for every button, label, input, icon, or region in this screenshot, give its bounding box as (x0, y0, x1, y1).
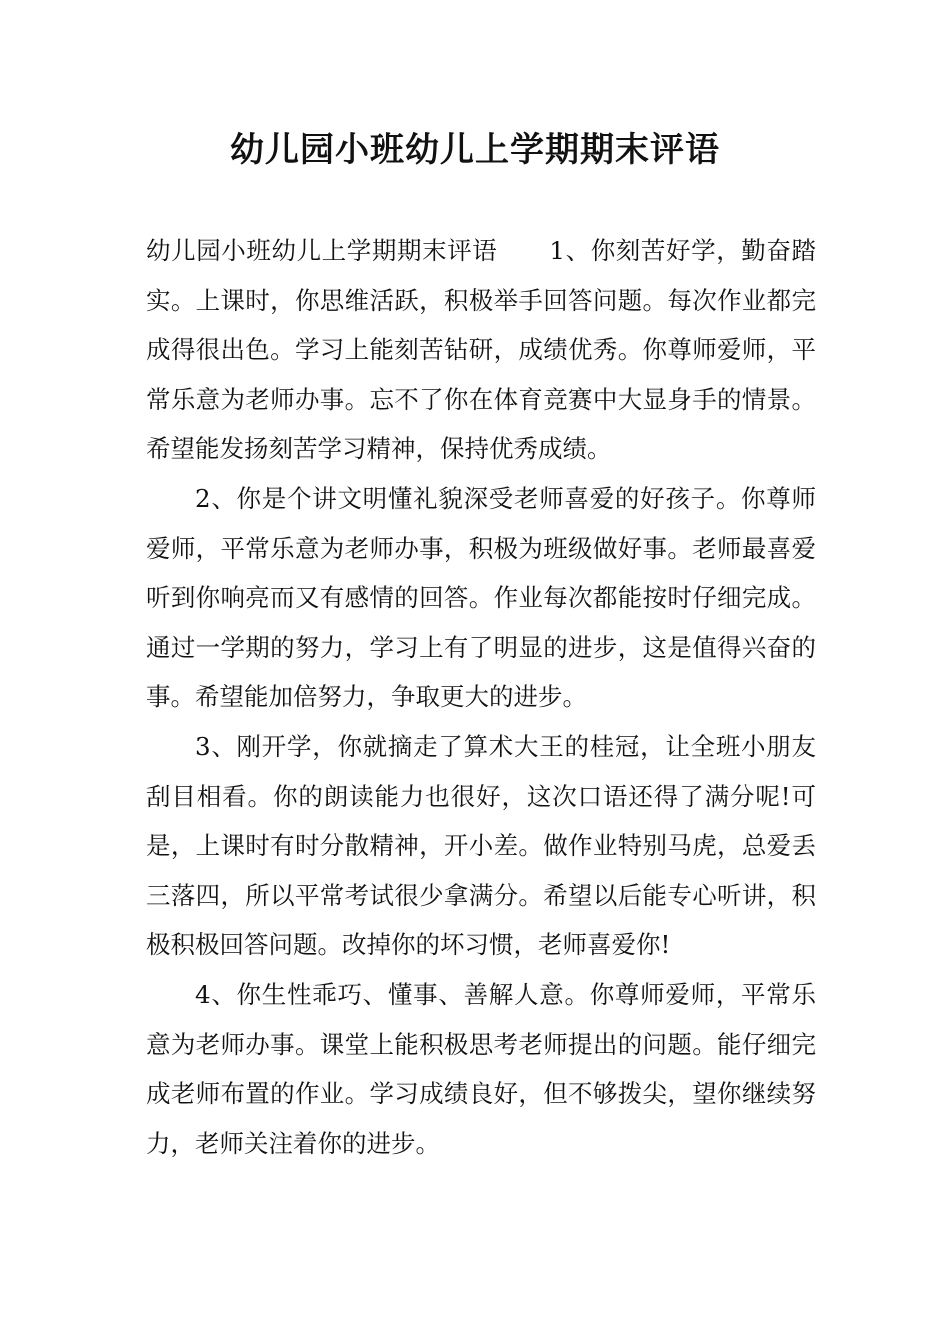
paragraph-4: 4、你生性乖巧、懂事、善解人意。你尊师爱师，平常乐意为老师办事。课堂上能积极思考老师提出的问题。能仔细完成老师布置的作业。学习成绩良好，但不够拨尖，望你继续努力，老师关注着你的进步。 (146, 979, 816, 1158)
paragraph-2: 2、你是个讲文明懂礼貌深受老师喜爱的好孩子。你尊师爱师，平常乐意为老师办事，积极为班级做好事。老师最喜爱听到你响亮而又有感情的回答。作业每次都能按时仔细完成。通过一学期的努力，学习上有了明显的进步，这是值得兴奋的事。希望能加倍努力，争取更大的进步。 (146, 483, 816, 712)
document-body (146, 226, 816, 1168)
intro-heading: 幼儿园小班幼儿上学期期末评语 (146, 236, 498, 265)
paragraph-1-text: 1、你刻苦好学，勤奋踏实。上课时，你思维活跃，积极举手回答问题。每次作业都完成得很出色。学习上能刻苦钻研，成绩优秀。你尊师爱师，平常乐意为老师办事。忘不了你在体育竞赛中大显身手的情景。希望能发扬刻苦学习精神，保持优秀成绩。 (146, 236, 816, 464)
paragraph-3: 3、刚开学，你就摘走了算术大王的桂冠，让全班小朋友刮目相看。你的朗读能力也很好，这次口语还得了满分呢!可是，上课时有时分散精神，开小差。做作业特别马虎，总爱丢三落四，所以平常考试很少拿满分。希望以后能专心听讲，积极积极回答问题。改掉你的坏习惯，老师喜爱你! (146, 731, 816, 960)
document-title: 幼儿园小班幼儿上学期期末评语 (230, 130, 720, 170)
paragraph-1 (146, 226, 816, 474)
